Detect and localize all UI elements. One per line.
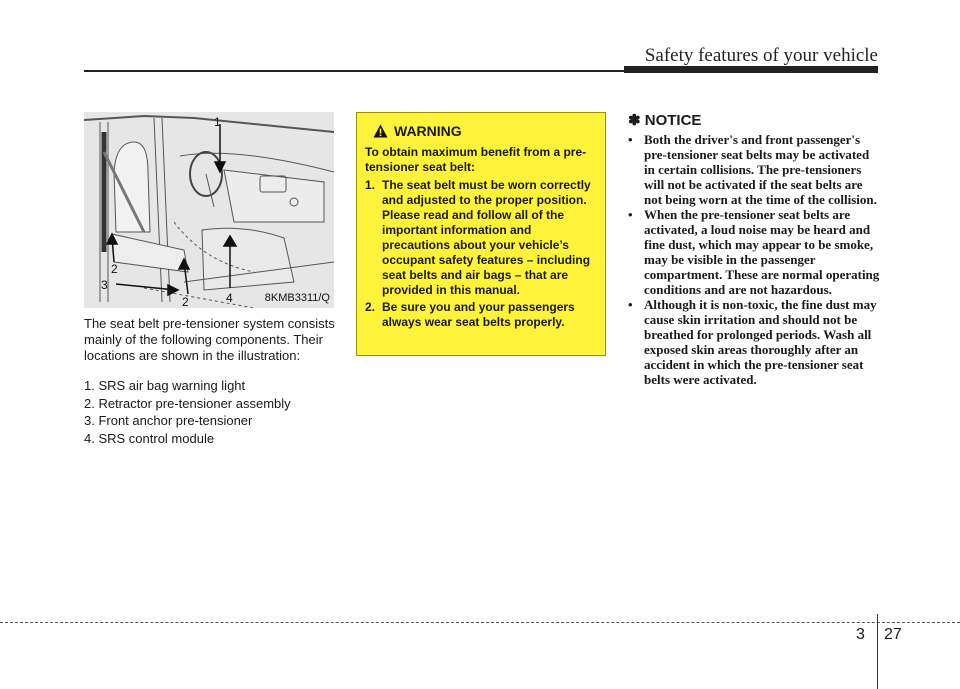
bullet-icon: • [628, 132, 633, 147]
warning-box [356, 112, 606, 356]
bullet-icon: • [628, 297, 633, 312]
section-title: Safety features of your vehicle [644, 45, 878, 66]
notice-item-text: Although it is non-toxic, the fine dust may cause skin irritation and should not be breathed for prolonged periods. Wash all exposed skin areas thoroughly after an accident in which the pre-tensioner seat belts were activated. [644, 297, 877, 387]
callout-2-anchor: 2 [182, 295, 189, 308]
list-item [365, 178, 597, 298]
warning-item-number: 2. [365, 300, 376, 314]
callout-2-retractor: 2 [111, 262, 118, 276]
list-item [628, 207, 880, 297]
component-list [84, 377, 336, 447]
intro-paragraph: The seat belt pre-tensioner system consists mainly of the following components. Their locations are shown in the illustration: [84, 316, 335, 363]
warning-item-text: Be sure you and your passengers always wear seat belts properly. [382, 300, 575, 329]
notice-title: ✽ NOTICE [628, 112, 702, 129]
notice-item-text: Both the driver's and front passenger's pre-tensioner seat belts may be activated in certain collisions. The pre-tensioners will not be activated if the seat belts are not being worn at the time of the collision. [644, 132, 877, 207]
footer-rule [0, 622, 960, 623]
warning-intro: To obtain maximum benefit from a pre-tensioner seat belt: [365, 145, 587, 174]
list-item: 4. SRS control module [84, 430, 215, 446]
notice-item-text: When the pre-tensioner seat belts are activated, a loud noise may be heard and fine dust, which may appear to be smoke, may be visible in the passenger compartment. These are normal operating conditions and are not hazardous. [644, 207, 880, 297]
warning-triangle-icon [373, 124, 388, 138]
footer-divider [877, 614, 878, 689]
header-rule [84, 70, 624, 72]
pretensioner-illustration [84, 112, 334, 308]
bullet-icon: • [628, 207, 633, 222]
chapter-number: 3 [856, 626, 865, 643]
list-item: 3. Front anchor pre-tensioner [84, 413, 253, 428]
callout-4: 4 [226, 291, 233, 305]
list-item [628, 132, 880, 207]
warning-item-number: 1. [365, 178, 376, 192]
list-item: 2. Retractor pre-tensioner assembly [84, 395, 291, 411]
figure-code: 8KMB3311/Q [264, 292, 330, 304]
callout-3: 3 [101, 278, 108, 292]
list-item [628, 297, 880, 387]
warning-header [373, 123, 597, 139]
warning-list [365, 178, 597, 330]
callout-1: 1 [214, 115, 221, 129]
page-number: 27 [884, 626, 902, 643]
notice-list [628, 132, 880, 387]
warning-item-text: The seat belt must be worn correctly and adjusted to the proper position. Please read and follow all of the important information and precautions about your vehicle’s occupant safety features – including seat belts and air bags – that are provided in this manual. [382, 178, 591, 297]
car-interior-drawing [84, 112, 334, 308]
list-item: 1. SRS air bag warning light [84, 378, 246, 393]
warning-title: WARNING [394, 123, 462, 139]
header-bar [624, 66, 878, 73]
list-item [365, 300, 597, 330]
